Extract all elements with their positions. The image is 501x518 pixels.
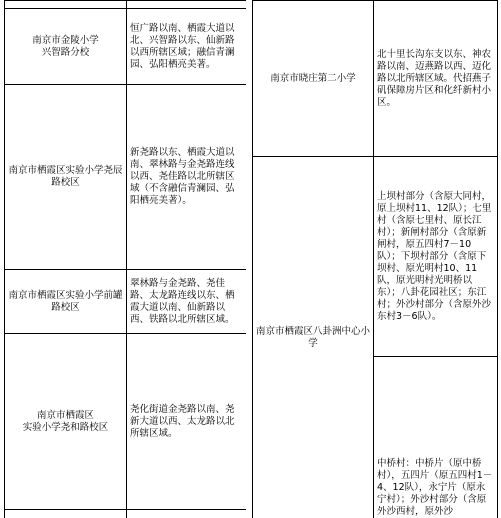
school-name: 南京市栖霞区八卦洲中心小学: [253, 157, 374, 518]
school-name: 南京市栖霞区实验小学前罐路校区: [5, 270, 127, 334]
right-table: [252, 0, 498, 518]
enrollment-area: 尧化街道金尧路以南、尧新大道以西、太龙路以北所辖区域。: [127, 334, 247, 510]
table-row: [5, 1, 247, 9]
table-row: [5, 270, 247, 334]
school-name: 南京市晓庄第二小学: [253, 1, 374, 157]
table-row: [5, 510, 247, 518]
table-cell: [127, 1, 247, 9]
enrollment-area: 翠林路与金尧路、尧佳路、太龙路连线以东、栖霞大道以南、仙新路以西、铁路以北所辖区域。: [127, 270, 247, 334]
table-cell: [5, 510, 127, 518]
school-name: 南京市栖霞区实验小学尧辰路校区: [5, 85, 127, 270]
table-cell: [5, 1, 127, 9]
school-name: 南京市栖霞区 实验小学尧和路校区: [5, 334, 127, 510]
table-row: [5, 334, 247, 510]
table-cell: [127, 510, 247, 518]
enrollment-area: 北十里长沟东支以东、神农路以南、迈燕路以西、迈化路以北所辖区域。代招燕子矶保障房片区和化纤新村小区。: [374, 1, 498, 157]
enrollment-area: 中桥村：中桥片（原中桥村），五四片（原五四村1－4、12队），永宁片（原永宁村）；外沙村部分（含原外沙西村，原外沙: [374, 357, 498, 518]
table-row: [5, 85, 247, 270]
table-row: [5, 9, 247, 85]
left-table: [4, 0, 247, 518]
table-row: [253, 157, 498, 357]
enrollment-area: 恒广路以南、栖霞大道以北、兴智路以东、仙新路以西所辖区域；融信青澜园、弘阳栖亮美著。: [127, 9, 247, 85]
table-row: [253, 1, 498, 157]
enrollment-area: 新尧路以东、栖霞大道以南、翠林路与金尧路连线以西、尧佳路以北所辖区域（不含融信青澜园、弘阳栖亮美著）。: [127, 85, 247, 270]
school-name: 南京市金陵小学 兴智路分校: [5, 9, 127, 85]
enrollment-area: 上坝村部分（含原大同村，原上坝村11、12队）；七里村（含原七里村、原长江村）；新闸村部分（含原新闸村，原五四村7－10队）；下坝村部分（含原下坝村、原光明村10、11队，原光明村光明桥以东）；八卦花园社区；东江村；外沙村部分（含原外沙东村3－6队）。: [374, 157, 498, 357]
